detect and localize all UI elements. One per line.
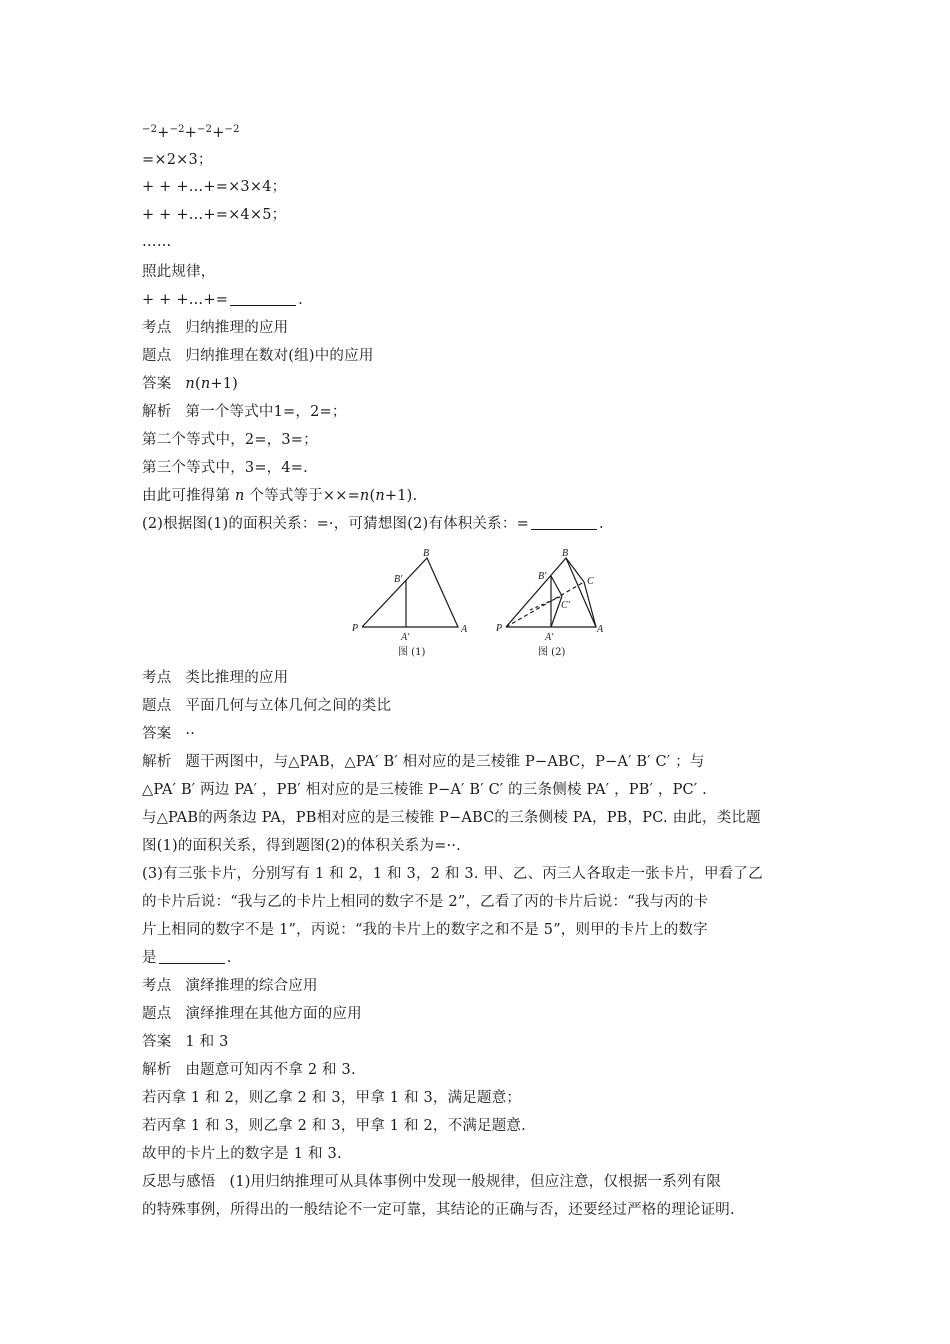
label-c-2: C xyxy=(587,576,594,587)
q3-analysis-line-4: 故甲的卡片上的数字是 1 和 3. xyxy=(142,1146,342,1162)
label-a1-1: A′ xyxy=(401,632,410,643)
triangle-figures xyxy=(340,544,620,662)
q2-analysis-line-1: 解析 题干两图中，与△PAB，△PA′ B′ 相对应的是三棱锥 P−ABC，P−A′ B′ C′ ；与 xyxy=(142,754,705,770)
figure-2-caption: 图 (2) xyxy=(538,647,566,658)
q3-answer: 答案 1 和 3 xyxy=(142,1034,229,1050)
label-p-2: P xyxy=(496,623,503,634)
q2-analysis-line-4: 图(1)的面积关系，得到题图(2)的体积关系为=··. xyxy=(142,838,461,854)
sequence-question: + + +…+= . xyxy=(142,292,303,308)
label-a-1: A xyxy=(461,624,468,635)
sequence-rule: 照此规律， xyxy=(142,264,216,280)
q1-analysis-line-2: 第二个等式中，2=，3=； xyxy=(142,432,318,448)
q3-stem-line-3: 片上相同的数字不是 1”，丙说：“我的卡片上的数字之和不是 5”，则甲的卡片上的数字 xyxy=(142,922,708,938)
q1-analysis: 解析 第一个等式中1=，2=； xyxy=(142,404,347,420)
q3-analysis-line-2: 若丙拿 1 和 2，则乙拿 2 和 3，甲拿 1 和 3，满足题意； xyxy=(142,1090,522,1106)
answer-blank xyxy=(230,291,296,306)
figure-1-caption: 图 (1) xyxy=(398,647,426,658)
figure-svg xyxy=(340,544,620,662)
label-p-1: P xyxy=(352,623,359,634)
q2-stem: (2)根据图(1)的面积关系：=·，可猜想图(2)有体积关系：= . xyxy=(142,516,604,532)
reflection-line-2: 的特殊事例，所得出的一般结论不一定可靠，其结论的正确与否，还要经过严格的理论证明. xyxy=(142,1202,735,1218)
label-b1-2: B′ xyxy=(538,571,547,582)
q3-stem-line-2: 的卡片后说：“我与乙的卡片上相同的数字不是 2”，乙看了丙的卡片后说：“我与丙的卡 xyxy=(142,894,709,910)
figure-2 xyxy=(506,558,596,627)
label-a-2: A xyxy=(597,624,604,635)
label-b1-1: B′ xyxy=(394,574,403,585)
sequence-ellipsis: …… xyxy=(142,234,172,250)
q2-analysis-line-3: 与△PAB的两条边 PA，PB相对应的是三棱锥 P−ABC的三条侧棱 PA，PB，PC. 由此，类比题 xyxy=(142,810,761,826)
q3-stem-line-1: (3)有三张卡片，分别写有 1 和 2，1 和 3，2 和 3. 甲、乙、丙三人各取走一张卡片，甲看了乙 xyxy=(142,866,763,882)
triangle-pab xyxy=(362,558,458,627)
q3-analysis: 解析 由题意可知丙不拿 2 和 3. xyxy=(142,1062,356,1078)
q2-analysis-line-2: △PA′ B′ 两边 PA′ ，PB′ 相对应的是三棱锥 P−A′ B′ C′ 的三条侧棱 PA′ ，PB′ ，PC′ . xyxy=(142,782,707,798)
answer-blank xyxy=(531,515,597,530)
sequence-line-1: $^{-2}$+$^{-2}$+$^{-2}$+$^{-2}$ xyxy=(142,124,240,141)
q3-analysis-line-3: 若丙拿 1 和 3，则乙拿 2 和 3，甲拿 1 和 2，不满足题意. xyxy=(142,1118,526,1134)
sequence-line-3: + + +…+=×3×4； xyxy=(142,179,287,195)
label-a1-2: A′ xyxy=(545,632,554,643)
q3-kaodian: 考点 演绎推理的综合应用 xyxy=(142,978,318,994)
figure-1 xyxy=(362,558,458,627)
q2-kaodian: 考点 类比推理的应用 xyxy=(142,670,289,686)
q3-tidian: 题点 演绎推理在其他方面的应用 xyxy=(142,1006,362,1022)
sequence-line-4: + + +…+=×4×5； xyxy=(142,207,287,223)
segment-b1-c1 xyxy=(551,576,562,596)
q1-analysis-line-4: 由此可推得第 n 个等式等于××=n(n+1). xyxy=(142,488,418,504)
q3-stem-line-4: 是 . xyxy=(142,950,232,966)
reflection-line-1: 反思与感悟 (1)用归纳推理可从具体事例中发现一般规律，但应注意，仅根据一系列有限 xyxy=(142,1174,722,1190)
q1-kaodian: 考点 归纳推理的应用 xyxy=(142,320,289,336)
q1-tidian: 题点 归纳推理在数对(组)中的应用 xyxy=(142,348,374,364)
q1-analysis-line-3: 第三个等式中，3=，4=. xyxy=(142,460,308,476)
label-c1-2: C′ xyxy=(561,600,570,611)
q2-tidian: 题点 平面几何与立体几何之间的类比 xyxy=(142,698,392,714)
label-b-1: B xyxy=(423,548,430,559)
answer-blank xyxy=(159,949,225,964)
edge-pc xyxy=(506,582,584,627)
q1-answer: 答案 n(n+1) xyxy=(142,376,238,392)
q2-answer: 答案 ·· xyxy=(142,726,196,742)
label-b-2: B xyxy=(562,548,569,559)
sequence-line-2: =×2×3； xyxy=(142,152,213,168)
